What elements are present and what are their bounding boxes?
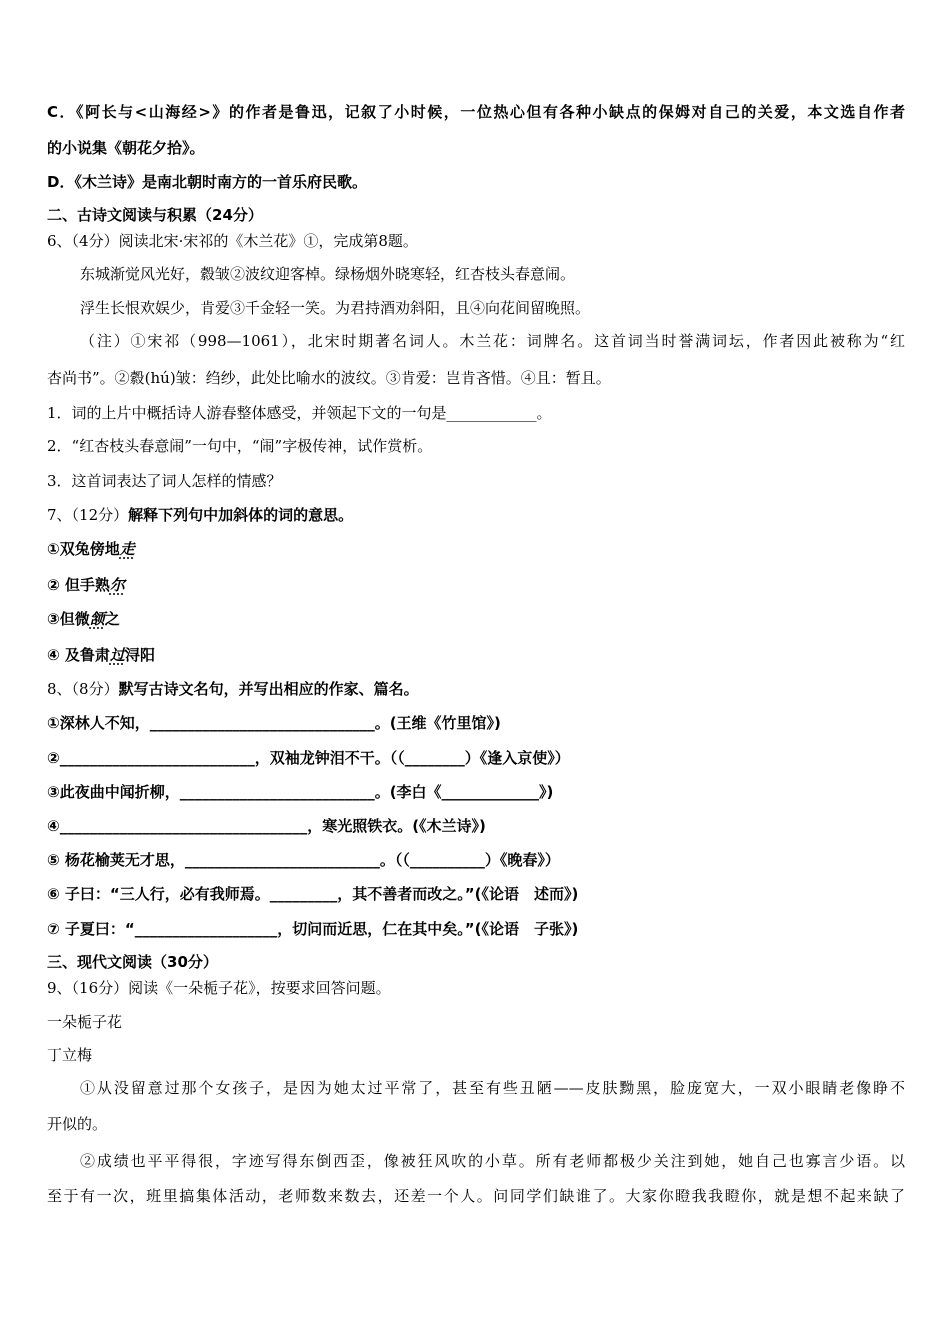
q7-item-1-word: 走 [119,540,135,558]
paragraph2-line2: 至于有一次，班里搞集体活动，老师数来数去，还差一个人。问同学们缺谁了。大家你瞪我我瞪你，就是想不起来缺了 [47,1187,905,1205]
q8-item-2: ②__________________________，双袖龙钟泪不干。（（________）《逢入京使》） [47,749,570,767]
paragraph2-line1: ②成绩也平平得很，字迹写得东倒西歪，像被狂风吹的小草。所有老师都极少关注到她，她自己也寡言少语。以 [80,1152,905,1170]
q7-item-3 [47,607,120,631]
q7-stem [47,503,353,527]
q8-stem [47,677,419,701]
q9-stem: 9、（16分）阅读《一朵栀子花》，按要求回答问题。 [47,979,391,997]
q7-item-3-pre: ③但微 [47,610,90,628]
q7-item-4-word: 过 [109,646,125,664]
q7-item-2 [47,573,125,597]
article-author: 丁立梅 [47,1046,93,1064]
section3-heading: 三、现代文阅读（30分） [47,953,218,971]
q8-item-4: ④_________________________________，寒光照铁衣。(《木兰诗》) [47,817,486,835]
q7-item-1-pre: ①双兔傍地 [47,540,120,558]
q7-item-4-post: 浔阳 [124,646,155,664]
q8-item-1: ①深林人不知，______________________________。(王维《竹里馆》) [47,714,501,732]
q7-item-4-pre: ④ 及鲁肃 [47,646,110,664]
q6-poem-line1: 东城渐觉风光好，縠皱②波纹迎客棹。绿杨烟外晓寒轻，红杏枝头春意闹。 [80,265,576,283]
option-c-line2: 的小说集《朝花夕拾》。 [47,139,205,157]
paragraph1-line2: 开似的。 [47,1115,108,1133]
option-d: D．《木兰诗》是南北朝时南方的一首乐府民歌。 [47,173,367,191]
q8-item-6: ⑥ 子曰：“三人行，必有我师焉。_________，其不善者而改之。”(《论语 述而》) [47,885,579,903]
paragraph1-line1: ①从没留意过那个女孩子，是因为她太过平常了，甚至有些丑陋——皮肤黝黑，脸庞宽大，一双小眼睛老像睁不 [80,1079,905,1097]
q6-sub2: 2．“红杏枝头春意闹”一句中，“闹”字极传神，试作赏析。 [47,437,433,455]
q6-sub3: 3．这首词表达了词人怎样的情感？ [47,472,282,490]
q6-sub1: 1．词的上片中概括诗人游春整体感受，并领起下文的一句是____________。 [47,404,552,422]
section2-heading: 二、古诗文阅读与积累（24分） [47,206,263,224]
article-title: 一朵栀子花 [47,1013,123,1031]
q8-stem-prefix: 8、（8分） [47,680,119,698]
q7-item-2-word: 尔 [109,576,125,594]
q7-item-3-post: 之 [104,610,120,628]
q7-item-1 [47,537,135,561]
q6-note-line2: 杏尚书”。②縠(hú)皱：绉纱，此处比喻水的波纹。③肯爱：岂肯吝惜。④且：暂且。 [47,369,611,387]
q7-item-2-pre: ② 但手熟 [47,576,110,594]
option-c-line1: C．《阿长与<山海经>》的作者是鲁迅，记叙了小时候，一位热心但有各种小缺点的保姆对自己的关爱，本文选自作者 [47,103,905,121]
q6-note-line1: （注）①宋祁（998—1061），北宋时期著名词人。木兰花：词牌名。这首词当时誉满词坛，作者因此被称为“红 [80,332,905,350]
q8-stem-instruction: 默写古诗文名句，并写出相应的作家、篇名。 [118,680,419,698]
q7-item-4 [47,643,155,667]
q8-item-3: ③此夜曲中闻折柳，__________________________。(李白《_____________》) [47,783,554,801]
q7-stem-prefix: 7、（12分） [47,506,129,524]
q6-stem: 6、（4分）阅读北宋·宋祁的《木兰花》①，完成第8题。 [47,232,418,250]
q7-item-3-word: 颔 [89,610,105,628]
q8-item-5: ⑤ 杨花榆荚无才思，__________________________。（（__________）《晚春》） [47,851,560,869]
q6-poem-line2: 浮生长恨欢娱少，肯爱③千金轻一笑。为君持酒劝斜阳，且④向花间留晚照。 [80,299,591,317]
q8-item-7: ⑦ 子夏曰：“___________________，切问而近思，仁在其中矣。”(《论语 子张》) [47,920,579,938]
q7-stem-instruction: 解释下列句中加斜体的词的意思。 [128,506,354,524]
